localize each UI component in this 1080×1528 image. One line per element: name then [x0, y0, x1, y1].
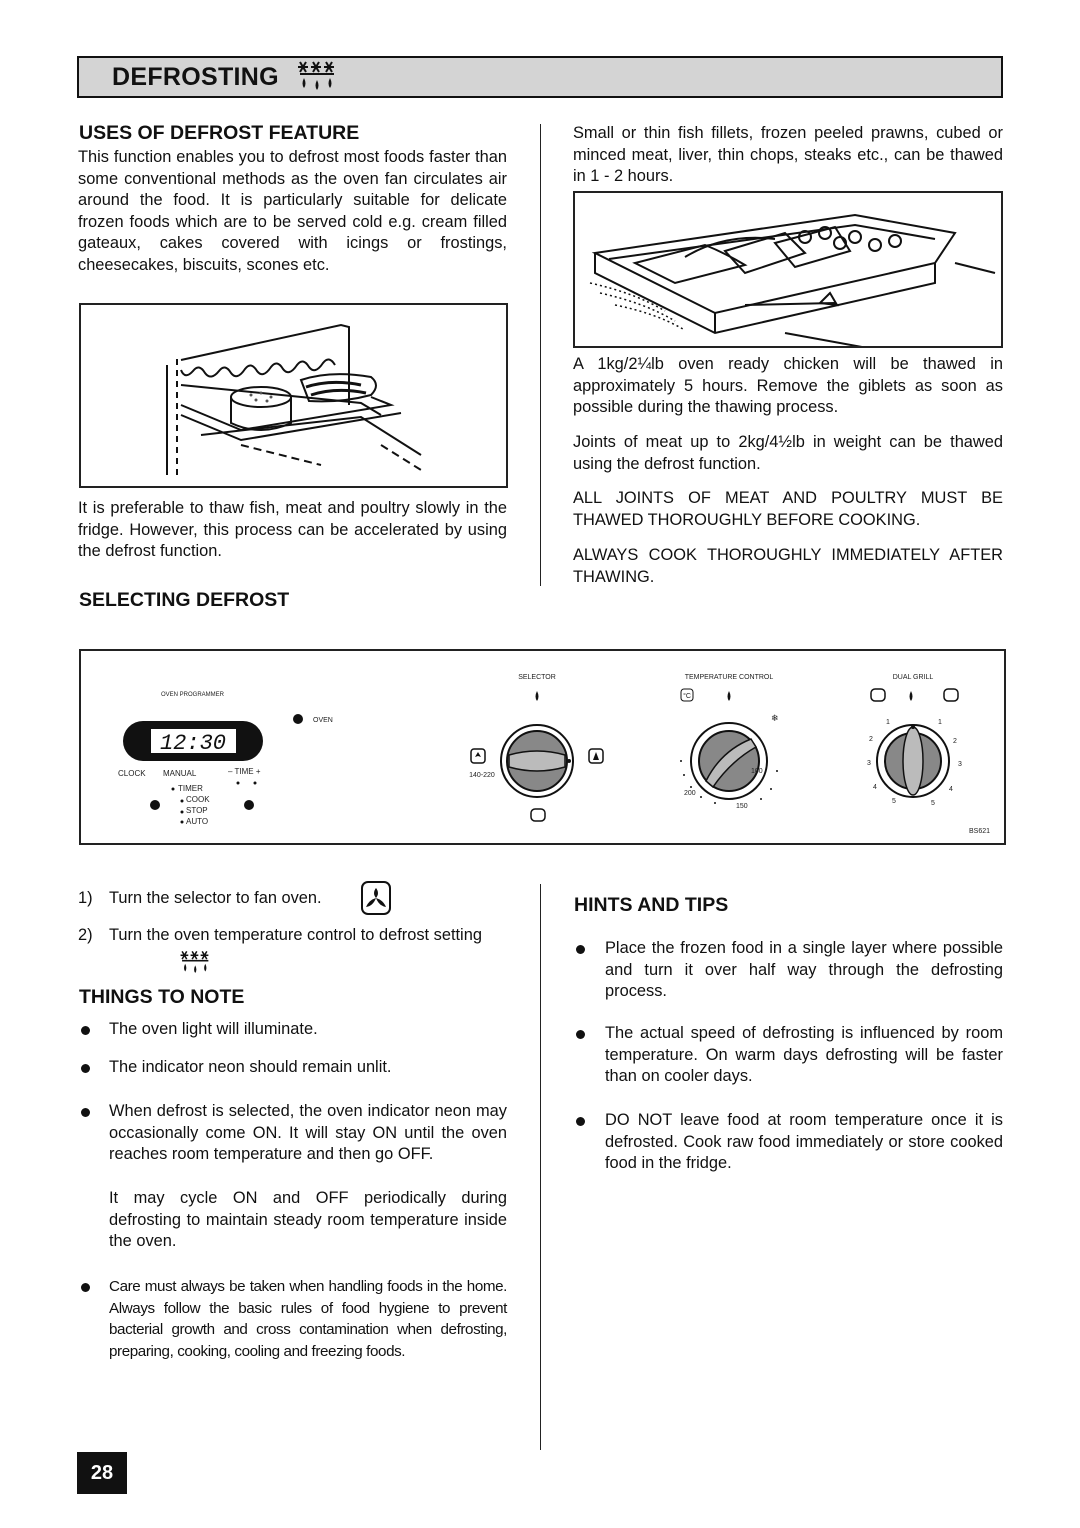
grill-mark-3-right: 3: [958, 761, 962, 768]
chicken-text: A 1kg/2¼lb oven ready chicken will be thawed in approximately 5 hours. Remove the giblets as soon as possible during the thawing process.: [573, 355, 1003, 417]
page-number: 28: [77, 1452, 127, 1494]
uses-intro: This function enables you to defrost most foods faster than some conventional methods as the oven fan circulates air around the food. It is particularly suitable for delicate frozen foods which are to be served cold e.g. cream filled gateaux, cakes covered with icings or frostings, cheesecakes, biscuits, scones etc.: [78, 148, 507, 274]
step-1-number: 1): [78, 889, 93, 907]
tip-do-not-leave: DO NOT leave food at room temperature once it is defrosted. Cook raw food immediately or store cooked food in the fridge.: [605, 1111, 1003, 1173]
clock-button[interactable]: [150, 800, 160, 810]
note-hygiene: Care must always be taken when handling foods in the home. Always follow the basic rules of food hygiene to prevent bacterial growth and cross contamination when defrosting, preparing, cooking, cooling and freezing foods.: [109, 1278, 507, 1360]
control-panel: [79, 649, 1006, 845]
tip-room-temp: The actual speed of defrosting is influenced by room temperature. On warm days defrosting will be faster than on cooler days.: [605, 1024, 1003, 1086]
bullet-dot: [81, 1108, 90, 1117]
timer-label: TIMER: [178, 784, 203, 793]
grill-mark-2-right: 2: [953, 738, 957, 745]
step-1: [78, 888, 93, 910]
tip-single-layer: Place the frozen food in a single layer where possible and turn it over half way through the defrosting process.: [605, 939, 1003, 1001]
note-neon: The indicator neon should remain unlit.: [109, 1058, 392, 1076]
temp-100-label: 100: [751, 768, 763, 775]
programmer-label: OVEN PROGRAMMER: [161, 692, 225, 698]
grill-mark-1-left: 1: [886, 719, 890, 726]
temp-range-label: 140-220: [469, 772, 495, 779]
clock-label: CLOCK: [118, 769, 146, 778]
fish-tray-illustration: [573, 191, 1003, 348]
column-divider-bottom: [540, 884, 541, 1450]
temp-150-label: 150: [736, 803, 748, 810]
warning-thaw: ALL JOINTS OF MEAT AND POULTRY MUST BE THAWED THOROUGHLY BEFORE COOKING.: [573, 489, 1003, 529]
step-2-number: 2): [78, 926, 93, 944]
grill-mark-3-left: 3: [867, 760, 871, 767]
grill-mark-5-right: 5: [931, 800, 935, 807]
grill-mark-4-left: 4: [873, 784, 877, 791]
bullet-dot: [81, 1283, 90, 1292]
note-cycle: It may cycle ON and OFF periodically during defrosting to maintain steady room temperature inside the oven.: [109, 1189, 507, 1251]
bullet-dot: [576, 1030, 585, 1039]
things-heading: THINGS TO NOTE: [79, 986, 245, 1008]
joints-text: Joints of meat up to 2kg/4½lb in weight can be thawed using the defrost function.: [573, 433, 1003, 473]
time-button[interactable]: [244, 800, 254, 810]
temp-200-label: 200: [684, 790, 696, 797]
grill-mark-2-left: 2: [869, 736, 873, 743]
oven-cake-illustration: [79, 303, 508, 488]
panel-ref-code: BS621: [969, 828, 991, 835]
celsius-label: °C: [683, 693, 691, 700]
note-light: The oven light will illuminate.: [109, 1020, 318, 1038]
control-panel-drawing: [81, 651, 1004, 843]
stop-label: STOP: [186, 806, 208, 815]
fish-tray-drawing: [575, 193, 1001, 346]
defrost-setting-icon: ❄: [771, 713, 779, 723]
selector-label: SELECTOR: [518, 674, 556, 681]
manual-label: MANUAL: [163, 769, 197, 778]
warning-cook: ALWAYS COOK THOROUGHLY IMMEDIATELY AFTER THAWING.: [573, 546, 1003, 586]
bullet-dot: [81, 1064, 90, 1073]
fridge-note: It is preferable to thaw fish, meat and poultry slowly in the fridge. However, this process can be accelerated by using the defrost function.: [78, 499, 507, 561]
fan-oven-icon: [361, 881, 391, 915]
oven-neon-indicator: [293, 714, 303, 724]
note-neon-cycle: When defrost is selected, the oven indicator neon may occasionally come ON. It will stay ON until the oven reaches room temperature and then go OFF.: [109, 1102, 507, 1164]
bullet-dot: [576, 1117, 585, 1126]
hints-heading: HINTS AND TIPS: [574, 894, 729, 916]
step-2-text: Turn the oven temperature control to defrost setting: [109, 926, 482, 944]
oven-neon-label: OVEN: [313, 717, 333, 724]
cook-label: COOK: [186, 795, 210, 804]
temperature-label: TEMPERATURE CONTROL: [684, 674, 774, 681]
oven-light-icon: [531, 809, 545, 821]
column-divider-top: [540, 124, 541, 586]
page-title: DEFROSTING: [112, 63, 279, 91]
bullet-dot: [576, 945, 585, 954]
defrost-icon: [296, 60, 340, 94]
grill-mark-1-right: 1: [938, 719, 942, 726]
defrost-setting-icon: [179, 949, 213, 977]
step-1-text: Turn the selector to fan oven.: [109, 889, 322, 907]
selecting-heading: SELECTING DEFROST: [79, 589, 290, 611]
oven-shelf-drawing: [81, 305, 506, 486]
grill-mark-4-right: 4: [949, 786, 953, 793]
grill-mark-5-left: 5: [892, 798, 896, 805]
fish-text: Small or thin fish fillets, frozen peeled prawns, cubed or minced meat, liver, thin chops, steaks etc., can be thawed in 1 - 2 hours.: [573, 124, 1003, 186]
bullet-dot: [81, 1026, 90, 1035]
auto-label: AUTO: [186, 817, 209, 826]
clock-time: 12:30: [159, 731, 227, 756]
uses-heading: USES OF DEFROST FEATURE: [79, 122, 360, 144]
dual-grill-label: DUAL GRILL: [892, 674, 934, 681]
time-label: – TIME +: [228, 767, 261, 776]
